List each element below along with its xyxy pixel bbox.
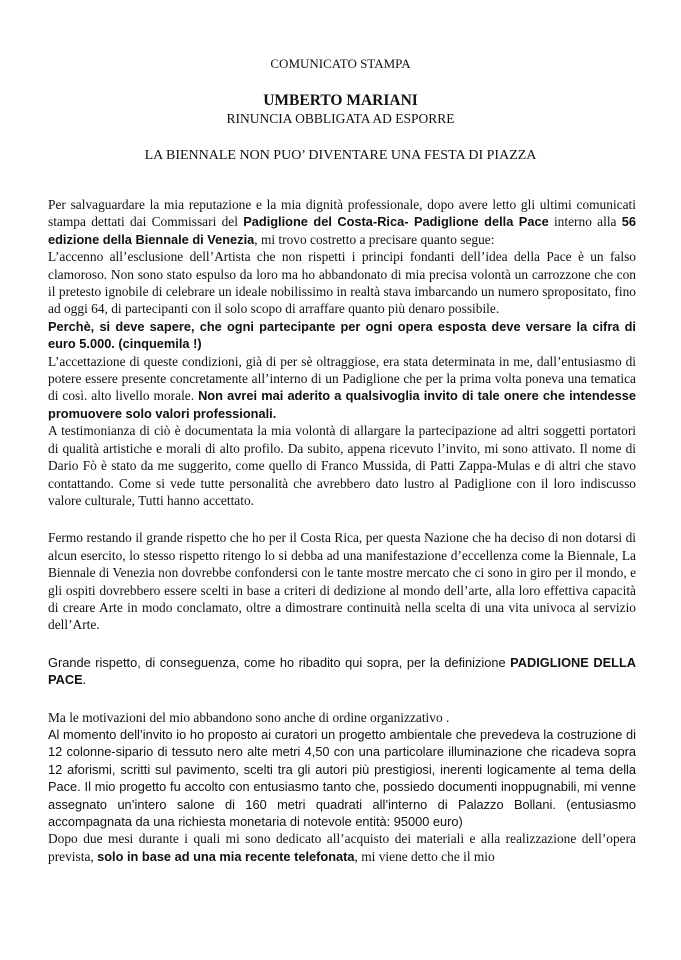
paragraph-respect <box>48 654 636 689</box>
values-statement: Non avrei mai aderito a qualsivoglia invito di tale onere che intendesse promuovere solo valori professionali. <box>48 388 636 421</box>
document-body <box>48 196 636 865</box>
paragraph-acceptance <box>48 353 636 423</box>
paragraph-exclusion: L’accenno all’esclusione dell’Artista che non rispetti i principi fondanti dell’idea della Pace è un falso clamoroso. Non sono stato espulso da loro ma ho abbandonato di mia precisa volontà un carrozzone che con il pretesto ignobile di celebrare un ideale nobilissimo in realtà stava imbarcando un numero spropositato, fino ad oggi 64, di partecipanti con il solo scopo di arraffare quanto più denaro possibile. <box>48 249 636 317</box>
paragraph-intro <box>48 196 636 248</box>
paragraph-fee <box>48 318 636 353</box>
text-run: , mi viene detto che il mio <box>354 848 495 864</box>
text-run: Per salvaguardare la mia reputazione e la mia dignità professionale, dopo avere letto gli ultimi comunicati stampa dettati dai Commissari del <box>48 197 636 230</box>
paragraph-gap <box>48 509 636 529</box>
paragraph-gap <box>48 634 636 654</box>
pavilion-name: Padiglione del Costa-Rica- Padiglione della Pace <box>243 214 549 230</box>
document-kicker: COMUNICATO STAMPA <box>270 56 411 71</box>
text-run: , mi trovo costretto a precisare quanto segue: <box>254 231 495 247</box>
pavilion-peace: PADIGLIONE DELLA PACE <box>48 654 636 688</box>
paragraph-gap <box>48 689 636 709</box>
text-run: . <box>82 672 86 688</box>
author-name: UMBERTO MARIANI <box>263 92 418 109</box>
fee-statement: Perchè, si deve sapere, che ogni partecipante per ogni opera esposta deve versare la cifra di euro 5.000. (cinquemila !) <box>48 318 636 352</box>
text-run: Dopo due mesi durante i quali mi sono dedicato all’acquisto dei materiali e alla realizzazione dell’opera prevista, <box>48 831 636 864</box>
text-run: Grande rispetto, di conseguenza, come ho ribadito qui sopra, per la definizione <box>48 654 511 670</box>
document-subtitle: RINUNCIA OBBLIGATA AD ESPORRE <box>226 111 455 126</box>
text-run: L’accettazione di queste condizioni, già di per sè oltraggiose, era stata determinata in me, dall’entusiasmo di potere essere presente concretamente all’interno di un Padiglione che per la prima volta poneva una tematica di così. alto livello morale. <box>48 353 636 404</box>
paragraph-organization: Ma le motivazioni del mio abbandono sono anche di ordine organizzativo . <box>48 709 450 725</box>
biennale-edition: 56 edizione della Biennale di Venezia <box>48 214 637 247</box>
document-headline: LA BIENNALE NON PUO’ DIVENTARE UNA FESTA DI PIAZZA <box>144 148 537 163</box>
paragraph-costa-rica: Fermo restando il grande rispetto che ho per il Costa Rica, per questa Nazione che ha deciso di non dotarsi di alcun esercito, lo stesso rispetto ritengo lo si debba ad una manifestazione d’eccellenza come la Biennale, La Biennale di Venezia non dovrebbe confondersi con le tante mostre mercato che ci sono in giro per il mondo, e gli ospiti dovrebbero essere scelti in base a criteri di dedizione al mondo dell’arte, alla loro effettiva capacità di creare Arte in modo conclamato, oltre a dimostrare continuità nella scelta di una vita univoca al servizio dell’Arte. <box>48 530 637 633</box>
paragraph-project: Al momento dell’invito io ho proposto ai curatori un progetto ambientale che prevedeva la costruzione di 12 colonne-sipario di tessuto nero alte metri 4,50 con una particolare illuminazione che ricadeva sopra 12 aforismi, scritti sul pavimento, scelti tra gli autori più prestigiosi, inerenti logicamente al tema della Pace. Il mio progetto fu accolto con entusiasmo tanto che, possiedo documenti inoppugnabili, mi venne assegnato un’intero salone di 160 metri quadrati all’interno di Palazzo Bollani. (entusiasmo accompagnata da una richiesta monetaria di notevole entità: 95000 euro) <box>48 726 636 829</box>
text-run: interno alla <box>548 214 622 230</box>
paragraph-testimony: A testimonianza di ciò è documentata la mia volontà di allargare la partecipazione ad altri soggetti portatori di qualità artistiche e morali di alto profilo. Da subito, appena ricevuto l’invito, mi sono attivato. Il nome di Dario Fò è stato da me suggerito, come quello di Franco Mussida, di Patti Zappa-Mulas e di altri che stavo contattando. Come si vede tutte personalità che avrebbero dato lustro al Padiglione con il loro indiscusso valore culturale, Tutti hanno accettato. <box>48 423 636 508</box>
phone-call-note: solo in base ad una mia recente telefonata <box>97 848 355 864</box>
paragraph-two-months <box>48 830 636 865</box>
